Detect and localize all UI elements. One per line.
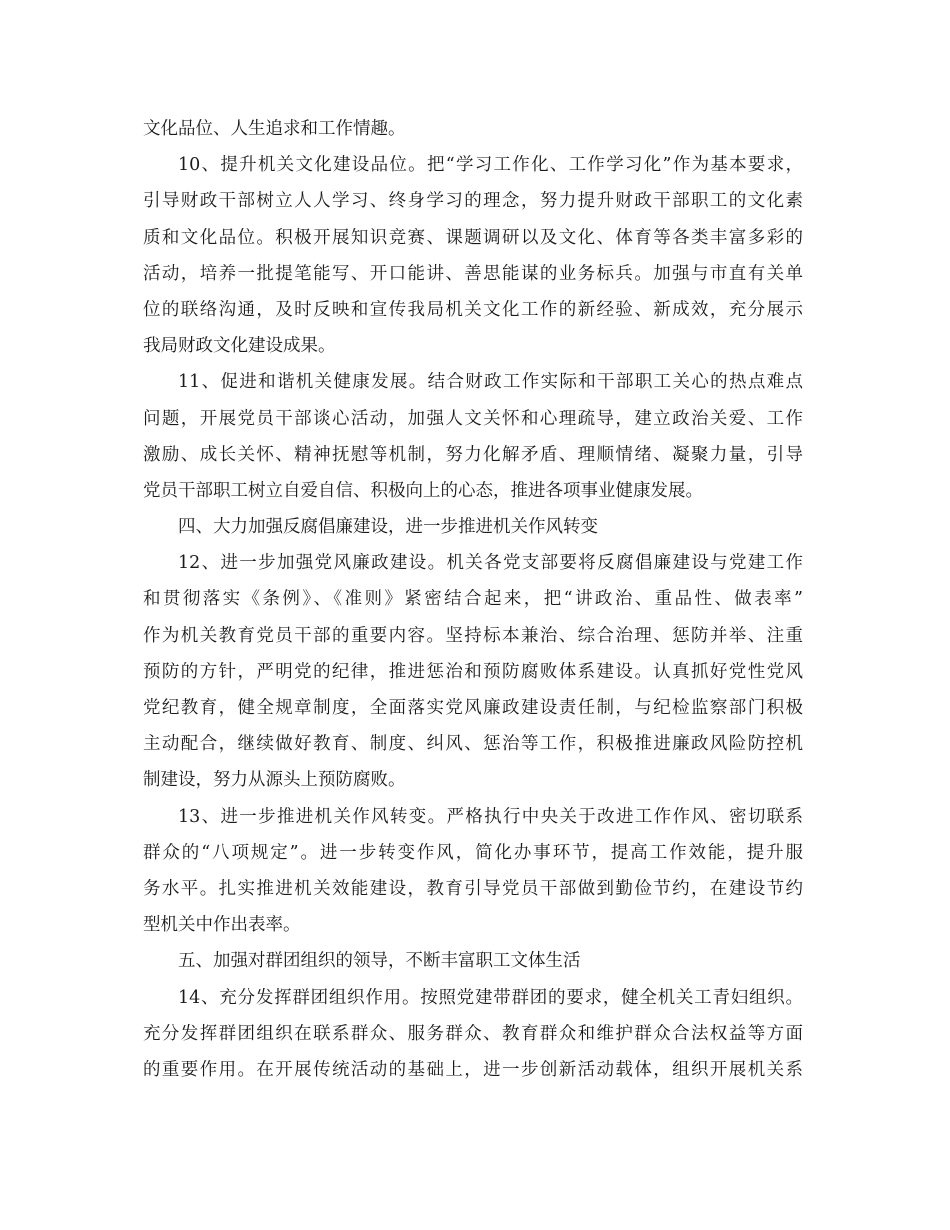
- text-line: 党员干部职工树立自爱自信、积极向上的心态，推进各项事业健康发展。: [143, 480, 703, 501]
- text-line: 党纪教育，健全规章制度，全面落实党风廉政建设责任制，与纪检监察部门积极: [143, 698, 803, 718]
- text-line: 13、进一步推进机关作风转变。严格执行中央关于改进工作作风、密切联系: [178, 806, 803, 827]
- text-line: 引导财政干部树立人人学习、终身学习的理念，努力提升财政干部职工的文化素: [143, 191, 803, 212]
- text-line: 充分发挥群团组织在联系群众、服务群众、教育群众和维护群众合法权益等方面: [143, 1023, 803, 1044]
- text-line: 文化品位、人生追求和工作情趣。: [143, 119, 406, 139]
- text-line: 位的联络沟通，及时反映和宣传我局机关文化工作的新经验、新成效，充分展示: [143, 299, 803, 320]
- text-line: 活动，培养一批提笔能写、开口能讲、善思能谋的业务标兵。加强与市直有关单: [143, 263, 803, 284]
- text-line: 四、大力加强反腐倡廉建设，进一步推进机关作风转变: [178, 517, 598, 538]
- document-body: [143, 111, 803, 1088]
- text-line: 12、进一步加强党风廉政建设。机关各党支部要将反腐倡廉建设与党建工作: [178, 553, 803, 574]
- text-line: 的重要作用。在开展传统活动的基础上，进一步创新活动载体，组织开展机关系: [143, 1059, 803, 1080]
- text-line: 10、提升机关文化建设品位。把“学习工作化、工作学习化”作为基本要求，: [178, 155, 803, 176]
- text-line: 问题，开展党员干部谈心活动，加强人文关怀和心理疏导，建立政治关爱、工作: [143, 408, 803, 429]
- text-line: 作为机关教育党员干部的重要内容。坚持标本兼治、综合治理、惩防并举、注重: [143, 625, 803, 646]
- text-line: 务水平。扎实推进机关效能建设，教育引导党员干部做到勤俭节约，在建设节约: [143, 878, 803, 899]
- text-line: 型机关中作出表率。: [143, 915, 301, 936]
- text-line: 主动配合，继续做好教育、制度、纠风、惩治等工作，积极推进廉政风险防控机: [143, 734, 803, 755]
- text-line: 群众的“八项规定”。进一步转变作风，简化办事环节，提高工作效能，提升服: [143, 842, 803, 863]
- text-line: 11、促进和谐机关健康发展。结合财政工作实际和干部职工关心的热点难点: [178, 372, 803, 393]
- text-line: 预防的方针，严明党的纪律，推进惩治和预防腐败体系建设。认真抓好党性党风: [143, 661, 803, 682]
- text-line: 五、加强对群团组织的领导，不断丰富职工文体生活: [178, 951, 581, 972]
- text-line: 我局财政文化建设成果。: [143, 336, 336, 357]
- text-line: 14、充分发挥群团组织作用。按照党建带群团的要求，健全机关工青妇组织。: [178, 987, 803, 1008]
- text-line: 激励、成长关怀、精神抚慰等机制，努力化解矛盾、理顺情绪、凝聚力量，引导: [143, 444, 803, 465]
- text-line: 和贯彻落实《条例》、《准则》紧密结合起来，把“讲政治、重品性、做表率”: [143, 589, 803, 610]
- text-line: 质和文化品位。积极开展知识竞赛、课题调研以及文化、体育等各类丰富多彩的: [143, 227, 803, 248]
- text-line: 制建设，努力从源头上预防腐败。: [143, 770, 406, 791]
